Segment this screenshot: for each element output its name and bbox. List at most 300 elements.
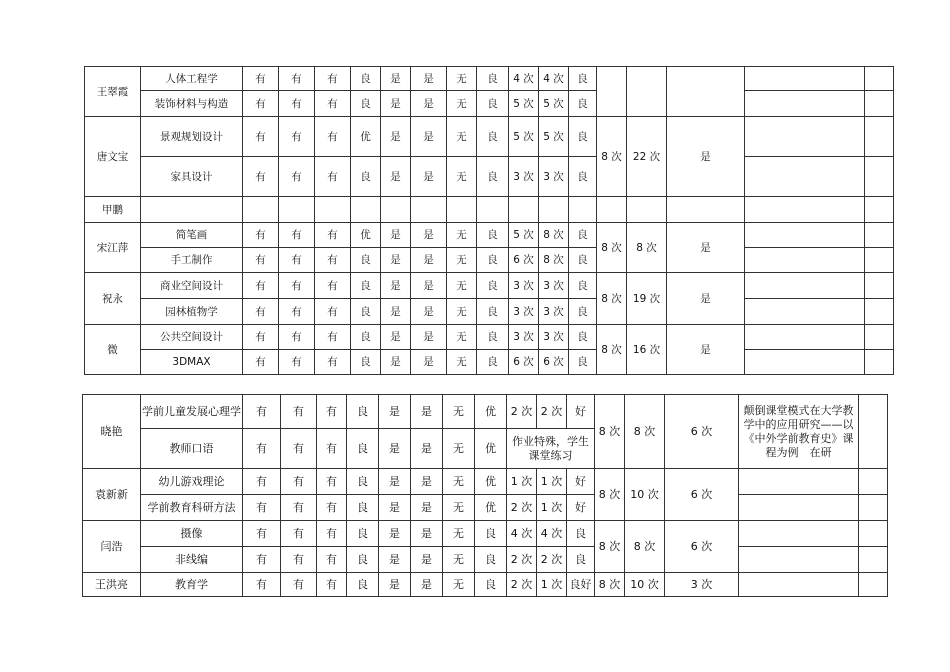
cell: 是 bbox=[379, 547, 411, 573]
cell: 无 bbox=[443, 395, 475, 429]
empty-cell bbox=[865, 117, 894, 157]
course-name: 景观规划设计 bbox=[141, 117, 243, 157]
empty-cell bbox=[865, 157, 894, 197]
cell: 良 bbox=[477, 67, 509, 91]
cell: 是 bbox=[411, 469, 443, 495]
cell: 无 bbox=[447, 67, 477, 91]
cell: 19 次 bbox=[627, 273, 667, 325]
cell: 良 bbox=[351, 273, 381, 299]
empty-cell bbox=[597, 197, 627, 223]
cell: 良 bbox=[569, 350, 597, 375]
table-row bbox=[85, 67, 894, 91]
evaluation-table-1 bbox=[84, 66, 894, 375]
cell: 有 bbox=[315, 248, 351, 273]
cell: 6 次 bbox=[665, 469, 739, 521]
course-name: 教育学 bbox=[141, 573, 243, 597]
cell: 良 bbox=[477, 299, 509, 325]
cell: 6 次 bbox=[509, 350, 539, 375]
cell: 是 bbox=[411, 223, 447, 248]
empty-cell bbox=[865, 299, 894, 325]
cell: 1 次 bbox=[537, 573, 567, 597]
teacher-name: 宋江萍 bbox=[85, 223, 141, 273]
cell: 有 bbox=[279, 117, 315, 157]
table-row bbox=[85, 157, 894, 197]
cell: 有 bbox=[281, 429, 317, 469]
empty-cell bbox=[627, 67, 667, 117]
cell: 良 bbox=[477, 117, 509, 157]
table-row bbox=[85, 325, 894, 350]
empty-cell bbox=[597, 67, 627, 117]
empty-cell bbox=[667, 67, 745, 117]
course-name: 非线编 bbox=[141, 547, 243, 573]
cell: 有 bbox=[279, 248, 315, 273]
cell: 是 bbox=[411, 350, 447, 375]
cell: 3 次 bbox=[509, 299, 539, 325]
cell: 6 次 bbox=[665, 395, 739, 469]
empty-cell bbox=[315, 197, 351, 223]
cell: 是 bbox=[381, 248, 411, 273]
cell: 有 bbox=[243, 395, 281, 429]
empty-cell bbox=[381, 197, 411, 223]
teacher-name: 王翠霞 bbox=[85, 67, 141, 117]
teacher-name: 王洪亮 bbox=[83, 573, 141, 597]
empty-cell bbox=[865, 273, 894, 299]
cell: 是 bbox=[667, 325, 745, 375]
cell: 3 次 bbox=[539, 299, 569, 325]
cell: 有 bbox=[243, 273, 279, 299]
cell: 有 bbox=[281, 573, 317, 597]
cell: 有 bbox=[315, 91, 351, 117]
cell: 有 bbox=[317, 395, 347, 429]
cell: 6 次 bbox=[665, 521, 739, 573]
cell: 良 bbox=[569, 117, 597, 157]
teacher-name: 晓艳 bbox=[83, 395, 141, 469]
cell: 有 bbox=[317, 521, 347, 547]
cell: 良 bbox=[351, 248, 381, 273]
empty-cell bbox=[859, 469, 888, 495]
cell: 3 次 bbox=[539, 273, 569, 299]
course-name: 教师口语 bbox=[141, 429, 243, 469]
cell: 良 bbox=[567, 547, 595, 573]
cell: 良 bbox=[351, 67, 381, 91]
cell: 有 bbox=[317, 547, 347, 573]
empty-cell bbox=[411, 197, 447, 223]
cell: 1 次 bbox=[507, 469, 537, 495]
cell: 是 bbox=[411, 547, 443, 573]
cell: 是 bbox=[381, 273, 411, 299]
empty-cell bbox=[745, 350, 865, 375]
cell: 良 bbox=[347, 395, 379, 429]
cell: 有 bbox=[243, 117, 279, 157]
cell: 无 bbox=[447, 325, 477, 350]
cell: 有 bbox=[317, 469, 347, 495]
cell: 有 bbox=[243, 521, 281, 547]
cell: 有 bbox=[243, 91, 279, 117]
cell: 有 bbox=[243, 573, 281, 597]
cell: 是 bbox=[379, 469, 411, 495]
cell: 有 bbox=[243, 469, 281, 495]
empty-cell bbox=[865, 67, 894, 91]
table-row bbox=[85, 197, 894, 223]
empty-cell bbox=[243, 197, 279, 223]
empty-cell bbox=[859, 573, 888, 597]
cell: 良 bbox=[569, 248, 597, 273]
cell: 5 次 bbox=[509, 223, 539, 248]
empty-cell bbox=[477, 197, 509, 223]
cell: 有 bbox=[315, 325, 351, 350]
cell: 良 bbox=[569, 157, 597, 197]
course-name: 3DMAX bbox=[141, 350, 243, 375]
table-row bbox=[85, 299, 894, 325]
cell: 2 次 bbox=[537, 547, 567, 573]
cell: 无 bbox=[447, 117, 477, 157]
cell: 无 bbox=[443, 521, 475, 547]
empty-cell bbox=[859, 547, 888, 573]
homework-note: 作业特殊，学生课堂练习 bbox=[507, 429, 595, 469]
cell: 有 bbox=[243, 547, 281, 573]
cell: 良 bbox=[477, 248, 509, 273]
cell: 2 次 bbox=[507, 395, 537, 429]
cell: 无 bbox=[447, 248, 477, 273]
teacher-name: 袁新新 bbox=[83, 469, 141, 521]
empty-cell bbox=[745, 157, 865, 197]
cell: 4 次 bbox=[507, 521, 537, 547]
empty-cell bbox=[859, 495, 888, 521]
cell: 2 次 bbox=[537, 395, 567, 429]
empty-cell bbox=[745, 197, 865, 223]
empty-cell bbox=[865, 91, 894, 117]
cell: 无 bbox=[447, 91, 477, 117]
table-row bbox=[85, 117, 894, 157]
table-row bbox=[83, 395, 888, 429]
cell: 4 次 bbox=[509, 67, 539, 91]
cell: 8 次 bbox=[595, 573, 625, 597]
cell: 是 bbox=[411, 521, 443, 547]
cell: 有 bbox=[243, 429, 281, 469]
empty-cell bbox=[739, 495, 859, 521]
cell: 是 bbox=[379, 521, 411, 547]
empty-cell bbox=[739, 469, 859, 495]
cell: 有 bbox=[243, 350, 279, 375]
cell: 有 bbox=[279, 67, 315, 91]
cell: 是 bbox=[381, 67, 411, 91]
cell: 5 次 bbox=[509, 91, 539, 117]
empty-cell bbox=[447, 197, 477, 223]
cell: 无 bbox=[443, 547, 475, 573]
cell: 3 次 bbox=[509, 273, 539, 299]
cell: 3 次 bbox=[509, 325, 539, 350]
cell: 2 次 bbox=[507, 495, 537, 521]
cell: 优 bbox=[475, 469, 507, 495]
cell: 无 bbox=[447, 223, 477, 248]
cell: 是 bbox=[411, 429, 443, 469]
cell: 6 次 bbox=[509, 248, 539, 273]
empty-cell bbox=[745, 248, 865, 273]
cell: 是 bbox=[381, 350, 411, 375]
empty-cell bbox=[745, 299, 865, 325]
empty-cell bbox=[745, 273, 865, 299]
empty-cell bbox=[745, 67, 865, 91]
cell: 无 bbox=[447, 350, 477, 375]
course-name: 学前儿童发展心理学 bbox=[141, 395, 243, 429]
cell: 3 次 bbox=[539, 325, 569, 350]
cell: 5 次 bbox=[539, 91, 569, 117]
course-name: 园林植物学 bbox=[141, 299, 243, 325]
table-row bbox=[83, 495, 888, 521]
table-row bbox=[83, 469, 888, 495]
cell: 是 bbox=[381, 117, 411, 157]
cell: 良 bbox=[477, 91, 509, 117]
cell: 是 bbox=[411, 495, 443, 521]
cell: 优 bbox=[351, 223, 381, 248]
course-name: 装饰材料与构造 bbox=[141, 91, 243, 117]
cell: 8 次 bbox=[595, 395, 625, 469]
cell: 16 次 bbox=[627, 325, 667, 375]
cell: 有 bbox=[243, 299, 279, 325]
cell: 优 bbox=[475, 495, 507, 521]
table-row bbox=[83, 547, 888, 573]
cell: 良 bbox=[351, 157, 381, 197]
cell: 良 bbox=[347, 469, 379, 495]
empty-cell bbox=[865, 223, 894, 248]
cell: 良 bbox=[567, 521, 595, 547]
cell: 良好 bbox=[567, 573, 595, 597]
teacher-name: 微 bbox=[85, 325, 141, 375]
cell: 10 次 bbox=[625, 469, 665, 521]
empty-cell bbox=[745, 325, 865, 350]
table-row bbox=[85, 273, 894, 299]
cell: 1 次 bbox=[537, 495, 567, 521]
cell: 是 bbox=[381, 223, 411, 248]
cell: 好 bbox=[567, 395, 595, 429]
cell: 8 次 bbox=[625, 521, 665, 573]
cell: 无 bbox=[443, 495, 475, 521]
cell: 5 次 bbox=[539, 117, 569, 157]
cell: 良 bbox=[477, 273, 509, 299]
cell: 8 次 bbox=[597, 223, 627, 273]
cell: 有 bbox=[243, 325, 279, 350]
cell: 有 bbox=[281, 395, 317, 429]
cell: 好 bbox=[567, 495, 595, 521]
cell: 良 bbox=[351, 91, 381, 117]
empty-cell bbox=[865, 197, 894, 223]
cell: 有 bbox=[281, 547, 317, 573]
cell: 优 bbox=[475, 429, 507, 469]
course-name: 商业空间设计 bbox=[141, 273, 243, 299]
empty-cell bbox=[745, 117, 865, 157]
cell: 10 次 bbox=[625, 573, 665, 597]
course-name: 幼儿游戏理论 bbox=[141, 469, 243, 495]
cell: 有 bbox=[315, 67, 351, 91]
cell: 4 次 bbox=[539, 67, 569, 91]
teacher-name: 甲鹏 bbox=[85, 197, 141, 223]
cell: 良 bbox=[569, 273, 597, 299]
cell: 有 bbox=[243, 248, 279, 273]
cell: 良 bbox=[475, 573, 507, 597]
cell: 无 bbox=[443, 573, 475, 597]
cell: 无 bbox=[447, 157, 477, 197]
cell: 4 次 bbox=[537, 521, 567, 547]
table-row bbox=[83, 521, 888, 547]
empty-cell bbox=[745, 223, 865, 248]
cell: 是 bbox=[667, 117, 745, 197]
empty-cell bbox=[569, 197, 597, 223]
cell: 优 bbox=[475, 395, 507, 429]
cell: 8 次 bbox=[597, 325, 627, 375]
course-name: 手工制作 bbox=[141, 248, 243, 273]
table-row bbox=[85, 91, 894, 117]
cell: 良 bbox=[477, 325, 509, 350]
cell: 良 bbox=[569, 299, 597, 325]
cell: 良 bbox=[347, 547, 379, 573]
cell: 有 bbox=[279, 273, 315, 299]
cell: 是 bbox=[381, 91, 411, 117]
cell: 有 bbox=[243, 223, 279, 248]
cell: 2 次 bbox=[507, 573, 537, 597]
cell: 是 bbox=[411, 299, 447, 325]
cell: 有 bbox=[315, 350, 351, 375]
cell: 有 bbox=[315, 117, 351, 157]
cell: 良 bbox=[351, 299, 381, 325]
empty-cell bbox=[539, 197, 569, 223]
cell: 良 bbox=[569, 91, 597, 117]
cell: 良 bbox=[569, 67, 597, 91]
cell: 有 bbox=[281, 495, 317, 521]
cell: 有 bbox=[281, 469, 317, 495]
cell: 是 bbox=[381, 325, 411, 350]
cell: 是 bbox=[411, 325, 447, 350]
empty-cell bbox=[739, 521, 859, 547]
cell: 有 bbox=[281, 521, 317, 547]
cell: 良 bbox=[347, 495, 379, 521]
cell: 有 bbox=[317, 573, 347, 597]
cell: 有 bbox=[315, 299, 351, 325]
empty-cell bbox=[351, 197, 381, 223]
cell: 有 bbox=[279, 157, 315, 197]
cell: 是 bbox=[379, 429, 411, 469]
table-row bbox=[85, 223, 894, 248]
cell: 有 bbox=[315, 273, 351, 299]
cell: 是 bbox=[379, 495, 411, 521]
cell: 有 bbox=[279, 299, 315, 325]
cell: 良 bbox=[475, 521, 507, 547]
empty-cell bbox=[859, 521, 888, 547]
cell: 有 bbox=[243, 157, 279, 197]
cell: 良 bbox=[569, 223, 597, 248]
cell: 良 bbox=[347, 573, 379, 597]
course-name: 家具设计 bbox=[141, 157, 243, 197]
teacher-name: 闫浩 bbox=[83, 521, 141, 573]
cell: 是 bbox=[381, 157, 411, 197]
cell: 良 bbox=[475, 547, 507, 573]
empty-cell bbox=[739, 547, 859, 573]
course-name: 公共空间设计 bbox=[141, 325, 243, 350]
cell: 3 次 bbox=[665, 573, 739, 597]
cell: 是 bbox=[411, 91, 447, 117]
cell: 是 bbox=[667, 273, 745, 325]
course-name: 学前教育科研方法 bbox=[141, 495, 243, 521]
cell: 是 bbox=[379, 573, 411, 597]
cell: 是 bbox=[667, 223, 745, 273]
empty-cell bbox=[279, 197, 315, 223]
cell: 有 bbox=[317, 495, 347, 521]
cell: 5 次 bbox=[509, 117, 539, 157]
cell: 是 bbox=[411, 67, 447, 91]
cell: 8 次 bbox=[597, 273, 627, 325]
cell: 良 bbox=[477, 350, 509, 375]
cell: 有 bbox=[243, 495, 281, 521]
cell: 无 bbox=[443, 469, 475, 495]
cell: 3 次 bbox=[539, 157, 569, 197]
cell: 有 bbox=[279, 325, 315, 350]
empty-cell bbox=[509, 197, 539, 223]
cell: 良 bbox=[569, 325, 597, 350]
course-name: 摄像 bbox=[141, 521, 243, 547]
cell: 有 bbox=[279, 223, 315, 248]
cell: 良 bbox=[347, 521, 379, 547]
cell: 1 次 bbox=[537, 469, 567, 495]
cell: 有 bbox=[315, 223, 351, 248]
cell: 有 bbox=[315, 157, 351, 197]
cell: 8 次 bbox=[597, 117, 627, 197]
cell: 8 次 bbox=[595, 469, 625, 521]
research-project: 颠倒课堂模式在大学教学中的应用研究——以《中外学前教育史》课程为例 在研 bbox=[739, 395, 859, 469]
cell: 2 次 bbox=[507, 547, 537, 573]
cell: 8 次 bbox=[539, 223, 569, 248]
cell: 无 bbox=[447, 273, 477, 299]
empty-cell bbox=[667, 197, 745, 223]
cell: 良 bbox=[477, 223, 509, 248]
empty-cell bbox=[627, 197, 667, 223]
cell: 8 次 bbox=[539, 248, 569, 273]
cell: 是 bbox=[411, 157, 447, 197]
teacher-name: 祝永 bbox=[85, 273, 141, 325]
table-row bbox=[85, 248, 894, 273]
cell: 3 次 bbox=[509, 157, 539, 197]
empty-cell bbox=[141, 197, 243, 223]
cell: 6 次 bbox=[539, 350, 569, 375]
teacher-name: 唐文宝 bbox=[85, 117, 141, 197]
course-name: 人体工程学 bbox=[141, 67, 243, 91]
cell: 是 bbox=[381, 299, 411, 325]
cell: 是 bbox=[411, 248, 447, 273]
cell: 无 bbox=[447, 299, 477, 325]
cell: 是 bbox=[411, 273, 447, 299]
cell: 有 bbox=[279, 91, 315, 117]
cell: 是 bbox=[411, 395, 443, 429]
empty-cell bbox=[739, 573, 859, 597]
cell: 良 bbox=[347, 429, 379, 469]
cell: 8 次 bbox=[627, 223, 667, 273]
cell: 有 bbox=[279, 350, 315, 375]
cell: 8 次 bbox=[625, 395, 665, 469]
cell: 良 bbox=[351, 325, 381, 350]
cell: 有 bbox=[243, 67, 279, 91]
cell: 8 次 bbox=[595, 521, 625, 573]
evaluation-table-2 bbox=[82, 394, 888, 597]
empty-cell bbox=[865, 325, 894, 350]
cell: 好 bbox=[567, 469, 595, 495]
empty-cell bbox=[865, 248, 894, 273]
empty-cell bbox=[745, 91, 865, 117]
course-name: 简笔画 bbox=[141, 223, 243, 248]
cell: 22 次 bbox=[627, 117, 667, 197]
cell: 是 bbox=[379, 395, 411, 429]
table-row bbox=[85, 350, 894, 375]
cell: 有 bbox=[317, 429, 347, 469]
table-row bbox=[83, 573, 888, 597]
cell: 是 bbox=[411, 573, 443, 597]
